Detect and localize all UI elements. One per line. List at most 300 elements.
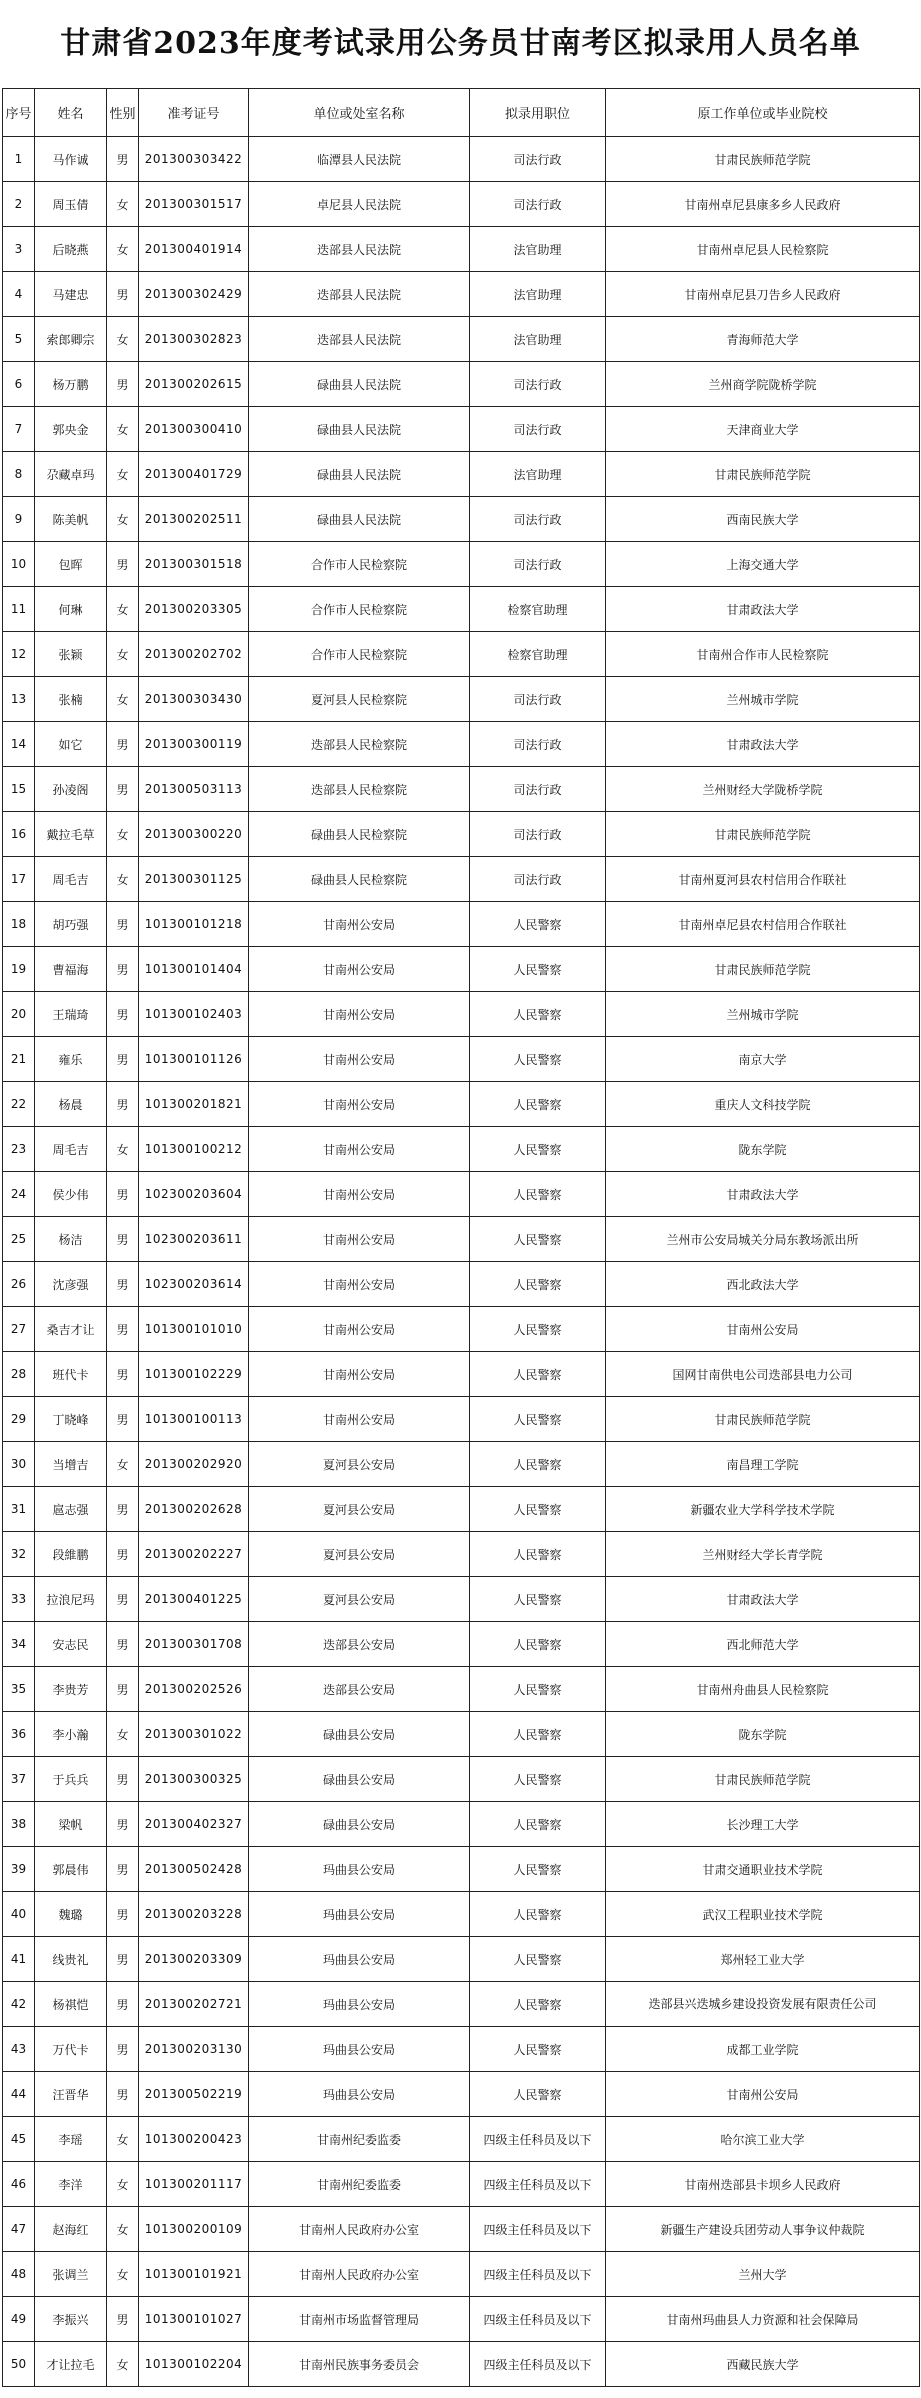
cell-exam-id: 201300202628 bbox=[139, 1487, 249, 1532]
cell-gender: 男 bbox=[107, 1577, 139, 1622]
cell-name: 尕藏卓玛 bbox=[35, 452, 107, 497]
cell-unit: 玛曲县公安局 bbox=[249, 2027, 470, 2072]
cell-unit: 夏河县公安局 bbox=[249, 1532, 470, 1577]
cell-position: 人民警察 bbox=[470, 1352, 606, 1397]
table-row bbox=[3, 1847, 920, 1892]
cell-position: 司法行政 bbox=[470, 677, 606, 722]
table-row bbox=[3, 1397, 920, 1442]
cell-no: 26 bbox=[3, 1262, 35, 1307]
table-row bbox=[3, 902, 920, 947]
cell-origin: 甘南州夏河县农村信用合作联社 bbox=[606, 857, 920, 902]
cell-exam-id: 201300503113 bbox=[139, 767, 249, 812]
cell-name: 曹福海 bbox=[35, 947, 107, 992]
cell-position: 人民警察 bbox=[470, 902, 606, 947]
cell-no: 36 bbox=[3, 1712, 35, 1757]
cell-exam-id: 201300202920 bbox=[139, 1442, 249, 1487]
cell-name: 魏璐 bbox=[35, 1892, 107, 1937]
cell-position: 人民警察 bbox=[470, 1577, 606, 1622]
cell-origin: 天津商业大学 bbox=[606, 407, 920, 452]
cell-exam-id: 101300200109 bbox=[139, 2207, 249, 2252]
cell-no: 39 bbox=[3, 1847, 35, 1892]
cell-name: 李贵芳 bbox=[35, 1667, 107, 1712]
cell-position: 四级主任科员及以下 bbox=[470, 2252, 606, 2297]
cell-origin: 甘肃政法大学 bbox=[606, 722, 920, 767]
cell-exam-id: 101300101218 bbox=[139, 902, 249, 947]
cell-gender: 女 bbox=[107, 497, 139, 542]
cell-gender: 男 bbox=[107, 542, 139, 587]
cell-exam-id: 201300303422 bbox=[139, 137, 249, 182]
cell-no: 23 bbox=[3, 1127, 35, 1172]
table-header bbox=[3, 89, 920, 137]
cell-position: 司法行政 bbox=[470, 542, 606, 587]
cell-origin: 兰州财经大学长青学院 bbox=[606, 1532, 920, 1577]
cell-gender: 男 bbox=[107, 947, 139, 992]
cell-gender: 女 bbox=[107, 2342, 139, 2387]
cell-exam-id: 101300101010 bbox=[139, 1307, 249, 1352]
table-row bbox=[3, 2252, 920, 2297]
cell-gender: 女 bbox=[107, 1127, 139, 1172]
cell-origin: 甘南州卓尼县刀告乡人民政府 bbox=[606, 272, 920, 317]
cell-exam-id: 201300202702 bbox=[139, 632, 249, 677]
cell-unit: 碌曲县人民法院 bbox=[249, 497, 470, 542]
cell-gender: 男 bbox=[107, 1622, 139, 1667]
cell-unit: 碌曲县人民法院 bbox=[249, 452, 470, 497]
table-row bbox=[3, 1442, 920, 1487]
table-row bbox=[3, 1577, 920, 1622]
cell-unit: 迭部县人民检察院 bbox=[249, 767, 470, 812]
cell-unit: 碌曲县公安局 bbox=[249, 1712, 470, 1757]
cell-no: 47 bbox=[3, 2207, 35, 2252]
cell-origin: 甘肃交通职业技术学院 bbox=[606, 1847, 920, 1892]
cell-position: 司法行政 bbox=[470, 182, 606, 227]
cell-unit: 甘南州公安局 bbox=[249, 1397, 470, 1442]
cell-name: 王瑞琦 bbox=[35, 992, 107, 1037]
cell-unit: 迭部县人民检察院 bbox=[249, 722, 470, 767]
cell-origin: 兰州财经大学陇桥学院 bbox=[606, 767, 920, 812]
header-gender: 性别 bbox=[107, 89, 139, 137]
cell-unit: 临潭县人民法院 bbox=[249, 137, 470, 182]
cell-unit: 甘南州公安局 bbox=[249, 1127, 470, 1172]
cell-position: 人民警察 bbox=[470, 947, 606, 992]
cell-origin: 新疆农业大学科学技术学院 bbox=[606, 1487, 920, 1532]
cell-no: 41 bbox=[3, 1937, 35, 1982]
cell-position: 司法行政 bbox=[470, 767, 606, 812]
cell-origin: 甘肃民族师范学院 bbox=[606, 1757, 920, 1802]
header-exam-id: 准考证号 bbox=[139, 89, 249, 137]
cell-no: 28 bbox=[3, 1352, 35, 1397]
cell-no: 48 bbox=[3, 2252, 35, 2297]
cell-unit: 夏河县人民检察院 bbox=[249, 677, 470, 722]
cell-name: 杨晨 bbox=[35, 1082, 107, 1127]
table-row bbox=[3, 677, 920, 722]
cell-origin: 甘南州舟曲县人民检察院 bbox=[606, 1667, 920, 1712]
cell-unit: 甘南州公安局 bbox=[249, 947, 470, 992]
cell-exam-id: 101300101921 bbox=[139, 2252, 249, 2297]
cell-unit: 夏河县公安局 bbox=[249, 1442, 470, 1487]
cell-name: 周毛吉 bbox=[35, 857, 107, 902]
cell-origin: 甘南州合作市人民检察院 bbox=[606, 632, 920, 677]
table-row bbox=[3, 2342, 920, 2387]
cell-no: 44 bbox=[3, 2072, 35, 2117]
cell-name: 赵海红 bbox=[35, 2207, 107, 2252]
cell-unit: 迭部县人民法院 bbox=[249, 227, 470, 272]
cell-origin: 南京大学 bbox=[606, 1037, 920, 1082]
cell-name: 侯少伟 bbox=[35, 1172, 107, 1217]
cell-no: 49 bbox=[3, 2297, 35, 2342]
cell-origin: 甘肃政法大学 bbox=[606, 1172, 920, 1217]
table-row bbox=[3, 1532, 920, 1577]
table-row bbox=[3, 1667, 920, 1712]
table-row bbox=[3, 722, 920, 767]
cell-no: 32 bbox=[3, 1532, 35, 1577]
cell-origin: 西北政法大学 bbox=[606, 1262, 920, 1307]
table-row bbox=[3, 137, 920, 182]
cell-no: 14 bbox=[3, 722, 35, 767]
cell-unit: 甘南州市场监督管理局 bbox=[249, 2297, 470, 2342]
cell-name: 于兵兵 bbox=[35, 1757, 107, 1802]
cell-unit: 甘南州公安局 bbox=[249, 1037, 470, 1082]
header-unit: 单位或处室名称 bbox=[249, 89, 470, 137]
cell-position: 人民警察 bbox=[470, 1982, 606, 2027]
cell-gender: 男 bbox=[107, 1892, 139, 1937]
cell-no: 27 bbox=[3, 1307, 35, 1352]
table-row bbox=[3, 1712, 920, 1757]
cell-unit: 碌曲县人民法院 bbox=[249, 362, 470, 407]
table-row bbox=[3, 1487, 920, 1532]
cell-unit: 甘南州公安局 bbox=[249, 1217, 470, 1262]
table-row bbox=[3, 317, 920, 362]
cell-name: 陈美帆 bbox=[35, 497, 107, 542]
cell-unit: 甘南州公安局 bbox=[249, 1172, 470, 1217]
cell-name: 郭央金 bbox=[35, 407, 107, 452]
cell-position: 法官助理 bbox=[470, 272, 606, 317]
cell-exam-id: 201300401914 bbox=[139, 227, 249, 272]
cell-unit: 碌曲县公安局 bbox=[249, 1802, 470, 1847]
cell-position: 司法行政 bbox=[470, 497, 606, 542]
cell-position: 人民警察 bbox=[470, 1082, 606, 1127]
cell-exam-id: 201300303430 bbox=[139, 677, 249, 722]
cell-gender: 男 bbox=[107, 362, 139, 407]
cell-no: 37 bbox=[3, 1757, 35, 1802]
cell-no: 1 bbox=[3, 137, 35, 182]
cell-gender: 女 bbox=[107, 2117, 139, 2162]
cell-unit: 玛曲县公安局 bbox=[249, 1937, 470, 1982]
cell-name: 拉浪尼玛 bbox=[35, 1577, 107, 1622]
cell-position: 人民警察 bbox=[470, 1712, 606, 1757]
cell-no: 20 bbox=[3, 992, 35, 1037]
cell-unit: 甘南州公安局 bbox=[249, 1352, 470, 1397]
cell-unit: 夏河县公安局 bbox=[249, 1577, 470, 1622]
cell-name: 马作诚 bbox=[35, 137, 107, 182]
cell-unit: 迭部县人民法院 bbox=[249, 272, 470, 317]
cell-no: 5 bbox=[3, 317, 35, 362]
cell-no: 34 bbox=[3, 1622, 35, 1667]
cell-exam-id: 201300402327 bbox=[139, 1802, 249, 1847]
cell-position: 人民警察 bbox=[470, 1937, 606, 1982]
table-row bbox=[3, 362, 920, 407]
cell-origin: 甘肃政法大学 bbox=[606, 587, 920, 632]
cell-origin: 兰州市公安局城关分局东教场派出所 bbox=[606, 1217, 920, 1262]
cell-gender: 男 bbox=[107, 1757, 139, 1802]
cell-exam-id: 101300101126 bbox=[139, 1037, 249, 1082]
cell-origin: 西北师范大学 bbox=[606, 1622, 920, 1667]
cell-origin: 陇东学院 bbox=[606, 1127, 920, 1172]
cell-exam-id: 201300301517 bbox=[139, 182, 249, 227]
cell-position: 法官助理 bbox=[470, 317, 606, 362]
cell-exam-id: 101300102403 bbox=[139, 992, 249, 1037]
cell-exam-id: 101300200423 bbox=[139, 2117, 249, 2162]
cell-position: 人民警察 bbox=[470, 1667, 606, 1712]
header-name: 姓名 bbox=[35, 89, 107, 137]
table-row bbox=[3, 1262, 920, 1307]
cell-gender: 男 bbox=[107, 1172, 139, 1217]
cell-exam-id: 201300203305 bbox=[139, 587, 249, 632]
cell-name: 马建忠 bbox=[35, 272, 107, 317]
cell-origin: 甘南州卓尼县人民检察院 bbox=[606, 227, 920, 272]
cell-origin: 上海交通大学 bbox=[606, 542, 920, 587]
cell-exam-id: 201300202526 bbox=[139, 1667, 249, 1712]
cell-position: 司法行政 bbox=[470, 812, 606, 857]
cell-gender: 女 bbox=[107, 632, 139, 677]
cell-no: 29 bbox=[3, 1397, 35, 1442]
table-row bbox=[3, 812, 920, 857]
cell-position: 检察官助理 bbox=[470, 632, 606, 677]
cell-unit: 甘南州纪委监委 bbox=[249, 2117, 470, 2162]
cell-gender: 男 bbox=[107, 722, 139, 767]
cell-position: 人民警察 bbox=[470, 1532, 606, 1577]
cell-gender: 男 bbox=[107, 992, 139, 1037]
cell-origin: 郑州轻工业大学 bbox=[606, 1937, 920, 1982]
table-row bbox=[3, 272, 920, 317]
cell-gender: 女 bbox=[107, 407, 139, 452]
cell-unit: 玛曲县公安局 bbox=[249, 1847, 470, 1892]
cell-unit: 合作市人民检察院 bbox=[249, 542, 470, 587]
table-row bbox=[3, 182, 920, 227]
cell-position: 四级主任科员及以下 bbox=[470, 2162, 606, 2207]
cell-origin: 哈尔滨工业大学 bbox=[606, 2117, 920, 2162]
cell-unit: 甘南州人民政府办公室 bbox=[249, 2207, 470, 2252]
cell-unit: 玛曲县公安局 bbox=[249, 2072, 470, 2117]
cell-no: 31 bbox=[3, 1487, 35, 1532]
cell-gender: 男 bbox=[107, 1352, 139, 1397]
cell-exam-id: 201300502219 bbox=[139, 2072, 249, 2117]
cell-exam-id: 101300201821 bbox=[139, 1082, 249, 1127]
cell-exam-id: 201300203228 bbox=[139, 1892, 249, 1937]
cell-unit: 甘南州公安局 bbox=[249, 902, 470, 947]
cell-exam-id: 201300202227 bbox=[139, 1532, 249, 1577]
cell-unit: 碌曲县人民检察院 bbox=[249, 857, 470, 902]
cell-name: 孙凌阁 bbox=[35, 767, 107, 812]
cell-gender: 女 bbox=[107, 677, 139, 722]
cell-position: 人民警察 bbox=[470, 1397, 606, 1442]
cell-exam-id: 201300300325 bbox=[139, 1757, 249, 1802]
cell-position: 人民警察 bbox=[470, 1172, 606, 1217]
cell-exam-id: 201300301125 bbox=[139, 857, 249, 902]
cell-position: 四级主任科员及以下 bbox=[470, 2117, 606, 2162]
cell-no: 13 bbox=[3, 677, 35, 722]
cell-exam-id: 201300300220 bbox=[139, 812, 249, 857]
cell-exam-id: 101300102229 bbox=[139, 1352, 249, 1397]
table-row bbox=[3, 407, 920, 452]
cell-gender: 女 bbox=[107, 2162, 139, 2207]
cell-no: 12 bbox=[3, 632, 35, 677]
cell-position: 人民警察 bbox=[470, 1307, 606, 1352]
table-row bbox=[3, 2207, 920, 2252]
document-title: 甘肃省2023年度考试录用公务员甘南考区拟录用人员名单 bbox=[60, 26, 861, 61]
cell-gender: 女 bbox=[107, 1712, 139, 1757]
cell-origin: 甘肃民族师范学院 bbox=[606, 1397, 920, 1442]
cell-origin: 兰州大学 bbox=[606, 2252, 920, 2297]
cell-origin: 西藏民族大学 bbox=[606, 2342, 920, 2387]
cell-name: 扈志强 bbox=[35, 1487, 107, 1532]
cell-name: 索郎卿宗 bbox=[35, 317, 107, 362]
cell-no: 33 bbox=[3, 1577, 35, 1622]
cell-position: 司法行政 bbox=[470, 137, 606, 182]
cell-no: 2 bbox=[3, 182, 35, 227]
cell-no: 11 bbox=[3, 587, 35, 632]
cell-origin: 陇东学院 bbox=[606, 1712, 920, 1757]
cell-name: 何琳 bbox=[35, 587, 107, 632]
table-row bbox=[3, 992, 920, 1037]
table-row bbox=[3, 2072, 920, 2117]
cell-unit: 碌曲县公安局 bbox=[249, 1757, 470, 1802]
cell-unit: 甘南州民族事务委员会 bbox=[249, 2342, 470, 2387]
cell-unit: 碌曲县人民检察院 bbox=[249, 812, 470, 857]
cell-name: 李小瀚 bbox=[35, 1712, 107, 1757]
cell-position: 人民警察 bbox=[470, 1127, 606, 1172]
table-row bbox=[3, 227, 920, 272]
table-row bbox=[3, 497, 920, 542]
cell-name: 张调兰 bbox=[35, 2252, 107, 2297]
cell-name: 胡巧强 bbox=[35, 902, 107, 947]
cell-position: 四级主任科员及以下 bbox=[470, 2342, 606, 2387]
cell-exam-id: 201300202615 bbox=[139, 362, 249, 407]
cell-origin: 武汉工程职业技术学院 bbox=[606, 1892, 920, 1937]
cell-no: 30 bbox=[3, 1442, 35, 1487]
cell-origin: 甘南州卓尼县康多乡人民政府 bbox=[606, 182, 920, 227]
cell-exam-id: 102300203614 bbox=[139, 1262, 249, 1307]
table-row bbox=[3, 1757, 920, 1802]
cell-unit: 玛曲县公安局 bbox=[249, 1982, 470, 2027]
cell-exam-id: 102300203604 bbox=[139, 1172, 249, 1217]
cell-gender: 男 bbox=[107, 1982, 139, 2027]
cell-origin: 长沙理工大学 bbox=[606, 1802, 920, 1847]
cell-no: 10 bbox=[3, 542, 35, 587]
cell-unit: 甘南州公安局 bbox=[249, 992, 470, 1037]
cell-exam-id: 102300203611 bbox=[139, 1217, 249, 1262]
cell-gender: 女 bbox=[107, 2207, 139, 2252]
cell-origin: 迭部县兴迭城乡建设投资发展有限责任公司 bbox=[606, 1982, 920, 2027]
cell-unit: 碌曲县人民法院 bbox=[249, 407, 470, 452]
table-row bbox=[3, 1082, 920, 1127]
cell-no: 9 bbox=[3, 497, 35, 542]
cell-position: 人民警察 bbox=[470, 1262, 606, 1307]
cell-origin: 甘南州公安局 bbox=[606, 2072, 920, 2117]
cell-unit: 甘南州人民政府办公室 bbox=[249, 2252, 470, 2297]
table-row bbox=[3, 1802, 920, 1847]
cell-unit: 合作市人民检察院 bbox=[249, 632, 470, 677]
table-row bbox=[3, 542, 920, 587]
table-row bbox=[3, 2297, 920, 2342]
cell-unit: 迭部县公安局 bbox=[249, 1667, 470, 1712]
cell-no: 24 bbox=[3, 1172, 35, 1217]
table-row bbox=[3, 2162, 920, 2207]
cell-name: 郭晨伟 bbox=[35, 1847, 107, 1892]
cell-name: 安志民 bbox=[35, 1622, 107, 1667]
cell-exam-id: 201300302823 bbox=[139, 317, 249, 362]
cell-gender: 男 bbox=[107, 2072, 139, 2117]
cell-name: 沈彦强 bbox=[35, 1262, 107, 1307]
cell-origin: 甘肃政法大学 bbox=[606, 1577, 920, 1622]
cell-position: 法官助理 bbox=[470, 227, 606, 272]
cell-position: 司法行政 bbox=[470, 857, 606, 902]
cell-gender: 女 bbox=[107, 812, 139, 857]
cell-origin: 甘南州迭部县卡坝乡人民政府 bbox=[606, 2162, 920, 2207]
cell-name: 段維鹏 bbox=[35, 1532, 107, 1577]
cell-no: 46 bbox=[3, 2162, 35, 2207]
cell-origin: 西南民族大学 bbox=[606, 497, 920, 542]
cell-unit: 夏河县公安局 bbox=[249, 1487, 470, 1532]
cell-position: 人民警察 bbox=[470, 992, 606, 1037]
cell-gender: 男 bbox=[107, 1307, 139, 1352]
cell-position: 人民警察 bbox=[470, 1757, 606, 1802]
cell-gender: 女 bbox=[107, 227, 139, 272]
cell-unit: 卓尼县人民法院 bbox=[249, 182, 470, 227]
cell-unit: 玛曲县公安局 bbox=[249, 1892, 470, 1937]
cell-no: 22 bbox=[3, 1082, 35, 1127]
cell-name: 杨万鹏 bbox=[35, 362, 107, 407]
cell-no: 18 bbox=[3, 902, 35, 947]
cell-no: 35 bbox=[3, 1667, 35, 1712]
cell-name: 戴拉毛草 bbox=[35, 812, 107, 857]
cell-name: 包晖 bbox=[35, 542, 107, 587]
cell-unit: 迭部县公安局 bbox=[249, 1622, 470, 1667]
cell-name: 杨祺恺 bbox=[35, 1982, 107, 2027]
cell-exam-id: 201300502428 bbox=[139, 1847, 249, 1892]
cell-position: 司法行政 bbox=[470, 722, 606, 767]
table-row bbox=[3, 1622, 920, 1667]
cell-gender: 男 bbox=[107, 1082, 139, 1127]
cell-position: 人民警察 bbox=[470, 1217, 606, 1262]
table-row bbox=[3, 1937, 920, 1982]
cell-name: 桑吉才让 bbox=[35, 1307, 107, 1352]
cell-origin: 新疆生产建设兵团劳动人事争议仲裁院 bbox=[606, 2207, 920, 2252]
cell-exam-id: 201300301518 bbox=[139, 542, 249, 587]
cell-gender: 女 bbox=[107, 182, 139, 227]
cell-gender: 男 bbox=[107, 767, 139, 812]
cell-name: 张楠 bbox=[35, 677, 107, 722]
candidate-table bbox=[2, 88, 920, 2387]
table-row bbox=[3, 1352, 920, 1397]
cell-exam-id: 201300401225 bbox=[139, 1577, 249, 1622]
header-position: 拟录用职位 bbox=[470, 89, 606, 137]
cell-no: 15 bbox=[3, 767, 35, 812]
table-row bbox=[3, 857, 920, 902]
cell-unit: 甘南州公安局 bbox=[249, 1307, 470, 1352]
cell-gender: 女 bbox=[107, 857, 139, 902]
cell-no: 7 bbox=[3, 407, 35, 452]
cell-exam-id: 201300202511 bbox=[139, 497, 249, 542]
table-row bbox=[3, 947, 920, 992]
cell-unit: 合作市人民检察院 bbox=[249, 587, 470, 632]
cell-position: 司法行政 bbox=[470, 407, 606, 452]
cell-no: 8 bbox=[3, 452, 35, 497]
table-row bbox=[3, 632, 920, 677]
cell-no: 3 bbox=[3, 227, 35, 272]
cell-no: 4 bbox=[3, 272, 35, 317]
cell-name: 周玉倩 bbox=[35, 182, 107, 227]
cell-name: 李瑶 bbox=[35, 2117, 107, 2162]
